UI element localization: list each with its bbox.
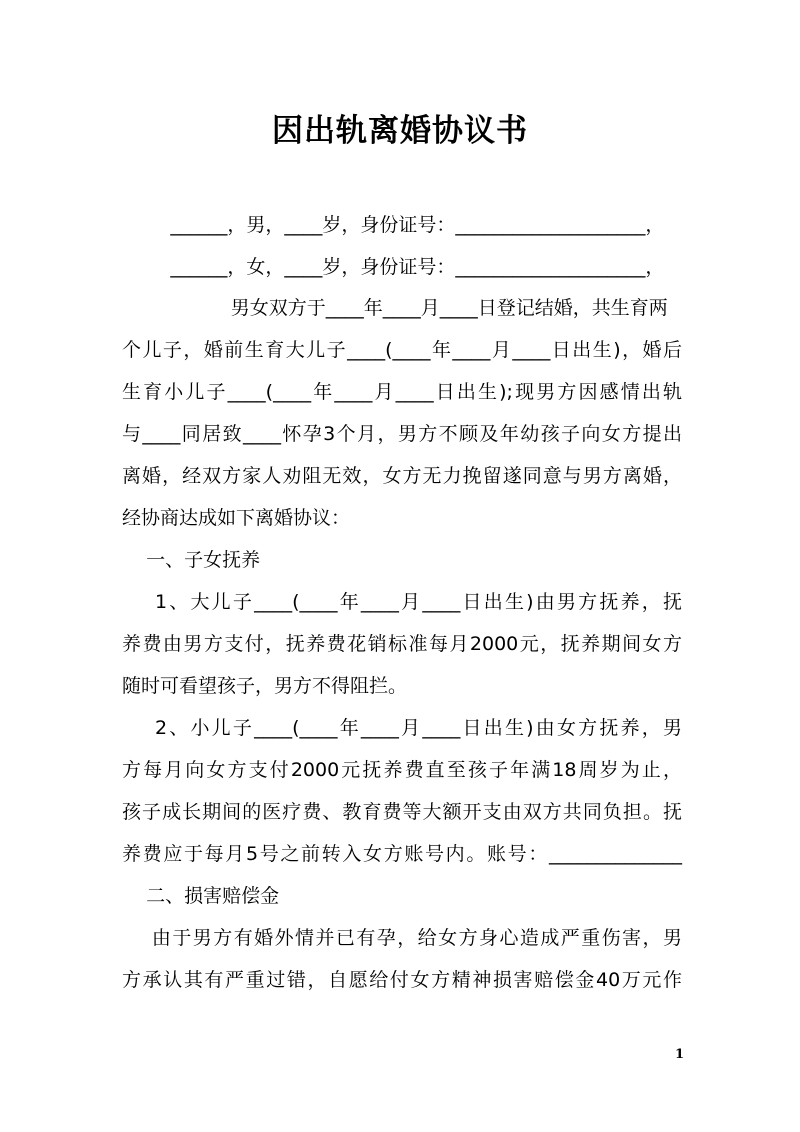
body-line-12: 随时可看望孩子，男方不得阻拦。	[122, 675, 408, 697]
body-line-2: ______，女，____岁，身份证号：____________________，	[122, 256, 665, 278]
section-heading-child-custody: 一、子女抚养	[122, 549, 261, 571]
body-line-5: 生育小儿子____(____年____月____日出生);现男方因感情出轨	[122, 381, 682, 403]
page-number: 1	[674, 1047, 684, 1062]
body-line-1: ______，男，____岁，身份证号：____________________，	[122, 214, 665, 236]
document-title: 因出轨离婚协议书	[272, 113, 528, 149]
body-line-14: 方每月向女方支付2000元抚养费直至孩子年满18周岁为止，	[122, 759, 682, 781]
body-line-6: 与____同居致____怀孕3个月，男方不顾及年幼孩子向女方提出	[122, 423, 682, 445]
body-line-18: 由于男方有婚外情并已有孕，给女方身心造成严重伤害，男	[122, 927, 682, 949]
body-line-7: 离婚，经双方家人劝阻无效，女方无力挽留遂同意与男方离婚，	[122, 465, 682, 487]
body-line-13: 2、小儿子____(____年____月____日出生)由女方抚养，男	[122, 717, 682, 739]
body-line-15: 孩子成长期间的医疗费、教育费等大额开支由双方共同负担。抚	[122, 801, 682, 823]
body-line-3: 男女双方于____年____月____日登记结婚，共生育两	[122, 297, 668, 319]
body-line-19: 方承认其有严重过错，自愿给付女方精神损害赔偿金40万元作	[122, 969, 682, 991]
body-line-11: 养费由男方支付，抚养费花销标准每月2000元，抚养期间女方	[122, 633, 682, 655]
body-line-10: 1、大儿子____(____年____月____日出生)由男方抚养，抚	[122, 591, 682, 613]
body-line-16: 养费应于每月5号之前转入女方账号内。账号：______________	[122, 843, 682, 865]
body-line-4: 个儿子，婚前生育大儿子____(____年____月____日出生)，婚后	[122, 339, 682, 361]
section-heading-damages: 二、损害赔偿金	[122, 885, 280, 907]
body-line-8: 经协商达成如下离婚协议：	[122, 507, 351, 529]
